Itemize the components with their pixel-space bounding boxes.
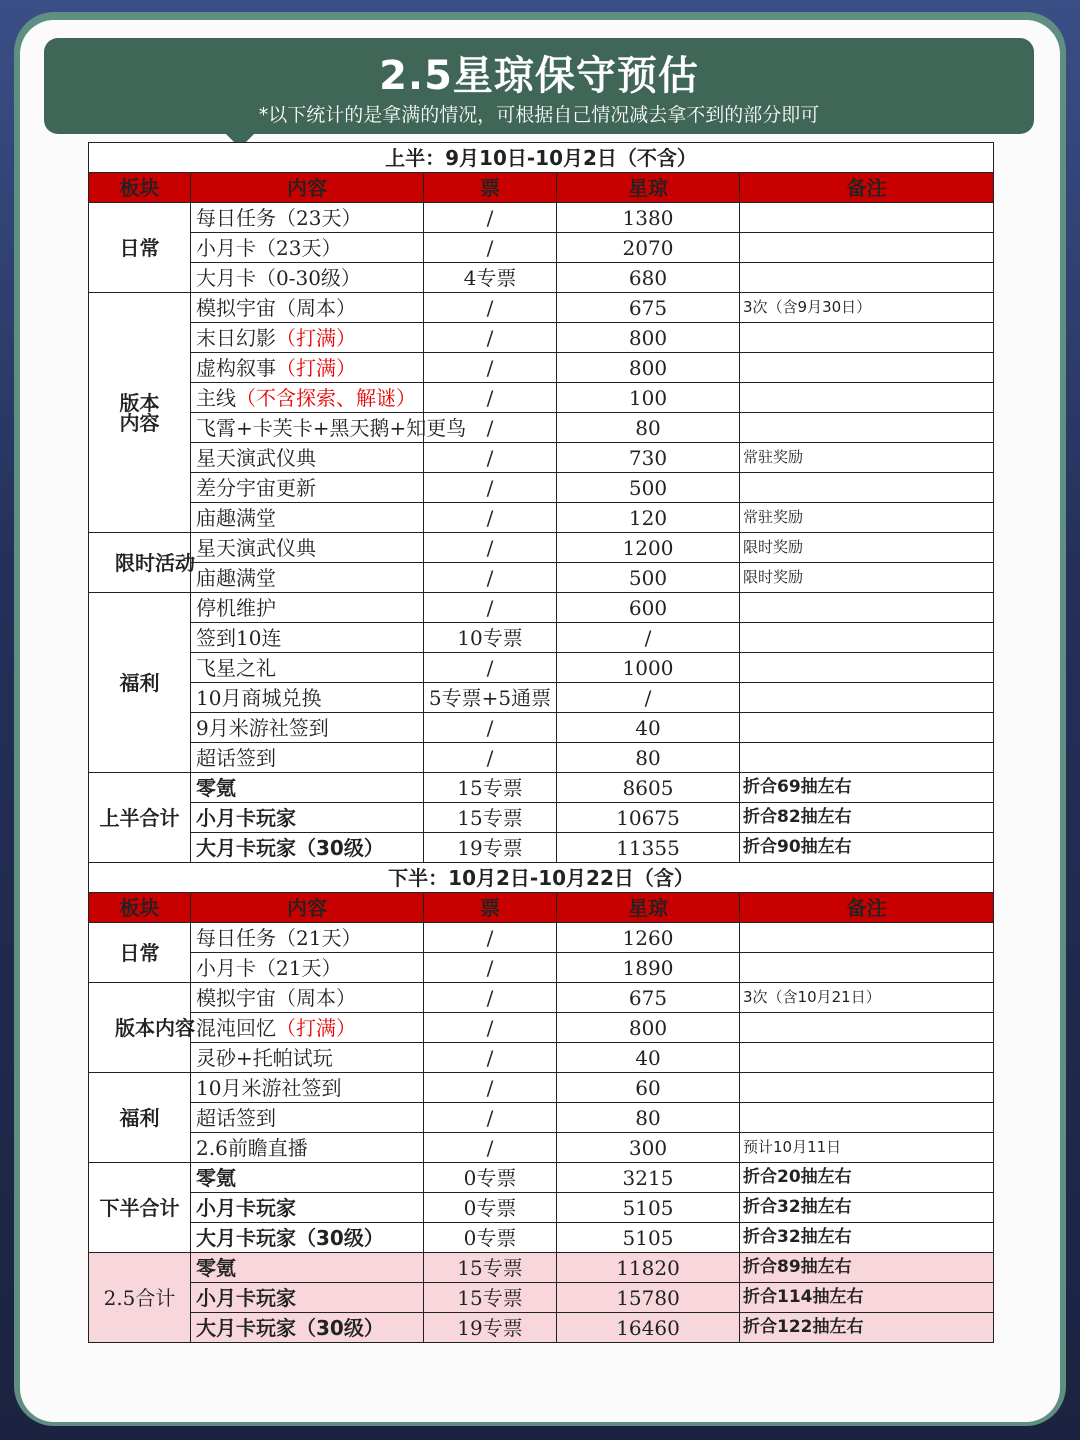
tickets-cell: /: [424, 233, 557, 263]
jade-cell: 80: [557, 743, 740, 773]
item-cell: [191, 623, 424, 653]
first-half-total-row: [89, 803, 994, 833]
jade-cell: 675: [557, 983, 740, 1013]
tickets-cell: /: [424, 983, 557, 1013]
tickets-cell: 15专票: [424, 773, 557, 803]
jade-cell: 1380: [557, 203, 740, 233]
item-text: 庙趣满堂: [196, 505, 276, 530]
note-cell: 折合32抽左右: [740, 1223, 994, 1253]
item-note-red: （不含探索、解谜）: [236, 385, 416, 410]
column-header: 板块: [89, 173, 191, 203]
item-cell: [191, 1193, 424, 1223]
daily-label: 日常: [89, 923, 191, 983]
item-text: 星天演武仪典: [196, 535, 316, 560]
note-cell: [740, 1043, 994, 1073]
item-cell: [191, 713, 424, 743]
item-text: 混沌回忆: [196, 1015, 276, 1040]
note-cell: [740, 743, 994, 773]
grand-total-row: [89, 1283, 994, 1313]
item-text: 大月卡玩家（30级）: [196, 1225, 384, 1250]
first-half-title-row: [89, 143, 994, 173]
item-cell: [191, 1103, 424, 1133]
first-half-total-label: 上半合计: [89, 773, 191, 863]
tickets-cell: /: [424, 653, 557, 683]
item-cell: [191, 773, 424, 803]
item-cell: [191, 683, 424, 713]
item-text: 飞霄+卡芙卡+黑天鹅+知更鸟: [196, 415, 467, 440]
jade-cell: 500: [557, 473, 740, 503]
tickets-cell: /: [424, 413, 557, 443]
jade-cell: 80: [557, 413, 740, 443]
item-text: 小月卡（23天）: [196, 235, 342, 260]
daily-label: 日常: [89, 203, 191, 293]
tickets-cell: 15专票: [424, 803, 557, 833]
first-half-title: 上半：9月10日-10月2日（不含）: [89, 143, 994, 173]
item-text: 虚构叙事: [196, 355, 276, 380]
jade-cell: 10675: [557, 803, 740, 833]
first-half-total-row: [89, 773, 994, 803]
jade-cell: 800: [557, 353, 740, 383]
item-text: 飞星之礼: [196, 655, 276, 680]
item-text: 末日幻影: [196, 325, 276, 350]
item-text: 超话签到: [196, 1105, 276, 1130]
item-text: 每日任务（23天）: [196, 205, 362, 230]
tickets-cell: /: [424, 383, 557, 413]
note-cell: 折合82抽左右: [740, 803, 994, 833]
note-cell: 3次（含10月21日）: [740, 983, 994, 1013]
item-text: 大月卡玩家（30级）: [196, 835, 384, 860]
item-cell: [191, 953, 424, 983]
note-cell: [740, 383, 994, 413]
tickets-cell: /: [424, 353, 557, 383]
tickets-cell: /: [424, 1013, 557, 1043]
note-cell: 限时奖励: [740, 563, 994, 593]
tickets-cell: /: [424, 953, 557, 983]
note-cell: [740, 473, 994, 503]
limited-event-label: 限时活动: [89, 533, 191, 593]
note-cell: 折合114抽左右: [740, 1283, 994, 1313]
item-text: 10月商城兑换: [196, 685, 322, 710]
daily-row: [89, 263, 994, 293]
item-cell: [191, 1223, 424, 1253]
second-half-header: [89, 893, 994, 923]
welfare-row: [89, 1103, 994, 1133]
version-content-row: [89, 983, 994, 1013]
item-text: 星天演武仪典: [196, 445, 316, 470]
second-half-title: 下半：10月2日-10月22日（含）: [89, 863, 994, 893]
column-header: 星琼: [557, 893, 740, 923]
jade-cell: 120: [557, 503, 740, 533]
note-cell: 常驻奖励: [740, 443, 994, 473]
item-cell: [191, 1313, 424, 1343]
jade-cell: 1890: [557, 953, 740, 983]
item-cell: [191, 593, 424, 623]
welfare-row: [89, 593, 994, 623]
item-cell: [191, 983, 424, 1013]
second-half-total-label: 下半合计: [89, 1163, 191, 1253]
item-cell: [191, 443, 424, 473]
note-cell: [740, 1013, 994, 1043]
tickets-cell: 15专票: [424, 1283, 557, 1313]
tickets-cell: 0专票: [424, 1163, 557, 1193]
welfare-row: [89, 743, 994, 773]
item-text: 模拟宇宙（周本）: [196, 295, 356, 320]
note-cell: 折合32抽左右: [740, 1193, 994, 1223]
tickets-cell: /: [424, 713, 557, 743]
note-cell: 常驻奖励: [740, 503, 994, 533]
item-cell: [191, 653, 424, 683]
item-cell: [191, 323, 424, 353]
item-text: 小月卡玩家: [196, 805, 296, 830]
item-cell: [191, 563, 424, 593]
item-cell: [191, 233, 424, 263]
item-text: 2.6前瞻直播: [196, 1135, 308, 1160]
tickets-cell: /: [424, 443, 557, 473]
tickets-cell: /: [424, 923, 557, 953]
tickets-cell: /: [424, 203, 557, 233]
grand-total-row: [89, 1253, 994, 1283]
item-cell: [191, 833, 424, 863]
item-note-red: （打满）: [276, 355, 356, 380]
jade-cell: 40: [557, 713, 740, 743]
item-note-red: （打满）: [276, 1015, 356, 1040]
note-cell: [740, 203, 994, 233]
note-cell: [740, 623, 994, 653]
jade-cell: 800: [557, 1013, 740, 1043]
jade-cell: 1260: [557, 923, 740, 953]
item-text: 差分宇宙更新: [196, 475, 316, 500]
version-content-row: [89, 353, 994, 383]
item-text: 停机维护: [196, 595, 276, 620]
version-content-row: [89, 443, 994, 473]
item-text: 主线: [196, 385, 236, 410]
tickets-cell: /: [424, 473, 557, 503]
tickets-cell: /: [424, 323, 557, 353]
column-header: 星琼: [557, 173, 740, 203]
jade-cell: /: [557, 683, 740, 713]
jade-cell: 2070: [557, 233, 740, 263]
welfare-row: [89, 1133, 994, 1163]
note-cell: [740, 233, 994, 263]
welfare-row: [89, 713, 994, 743]
version-content-label: 版本内容: [89, 293, 191, 533]
second-half-total-row: [89, 1163, 994, 1193]
note-cell: [740, 713, 994, 743]
tickets-cell: 15专票: [424, 1253, 557, 1283]
grand-total-label: 2.5合计: [89, 1253, 191, 1343]
daily-row: [89, 233, 994, 263]
version-content-row: [89, 1013, 994, 1043]
tickets-cell: 19专票: [424, 1313, 557, 1343]
daily-row: [89, 923, 994, 953]
jade-cell: 60: [557, 1073, 740, 1103]
item-cell: [191, 1133, 424, 1163]
item-text: 大月卡玩家（30级）: [196, 1315, 384, 1340]
version-content-row: [89, 323, 994, 353]
second-half-total-row: [89, 1223, 994, 1253]
version-content-label: 版本内容: [89, 983, 191, 1073]
limited-event-row: [89, 563, 994, 593]
item-text: 小月卡玩家: [196, 1195, 296, 1220]
note-cell: [740, 263, 994, 293]
tickets-cell: 5专票+5通票: [424, 683, 557, 713]
tickets-cell: 19专票: [424, 833, 557, 863]
version-content-row: [89, 503, 994, 533]
version-content-row: [89, 383, 994, 413]
jade-cell: 600: [557, 593, 740, 623]
first-half-header: [89, 173, 994, 203]
jade-cell: 680: [557, 263, 740, 293]
item-cell: [191, 743, 424, 773]
item-text: 每日任务（21天）: [196, 925, 362, 950]
jade-cell: 675: [557, 293, 740, 323]
tickets-cell: /: [424, 1133, 557, 1163]
note-cell: [740, 653, 994, 683]
item-text: 超话签到: [196, 745, 276, 770]
welfare-row: [89, 1073, 994, 1103]
tickets-cell: 4专票: [424, 263, 557, 293]
item-note-red: （打满）: [276, 325, 356, 350]
version-content-row: [89, 1043, 994, 1073]
item-text: 零氪: [196, 1165, 236, 1190]
note-cell: [740, 1073, 994, 1103]
tickets-cell: /: [424, 1073, 557, 1103]
jade-cell: 5105: [557, 1223, 740, 1253]
tickets-cell: /: [424, 293, 557, 323]
tickets-cell: /: [424, 563, 557, 593]
jade-cell: 800: [557, 323, 740, 353]
item-cell: [191, 923, 424, 953]
item-text: 小月卡（21天）: [196, 955, 342, 980]
tickets-cell: /: [424, 533, 557, 563]
column-header: 备注: [740, 893, 994, 923]
tickets-cell: /: [424, 743, 557, 773]
version-content-row: [89, 473, 994, 503]
first-half-total-row: [89, 833, 994, 863]
item-text: 小月卡玩家: [196, 1285, 296, 1310]
grand-total-row: [89, 1313, 994, 1343]
tickets-cell: 10专票: [424, 623, 557, 653]
jade-cell: 1000: [557, 653, 740, 683]
column-header: 备注: [740, 173, 994, 203]
column-header: 票: [424, 173, 557, 203]
jade-estimate-table: [88, 142, 994, 1343]
item-text: 灵砂+托帕试玩: [196, 1045, 333, 1070]
welfare-row: [89, 683, 994, 713]
title-banner: [44, 38, 1034, 134]
column-header: 票: [424, 893, 557, 923]
note-cell: [740, 413, 994, 443]
item-cell: [191, 413, 467, 443]
note-cell: 折合69抽左右: [740, 773, 994, 803]
jade-cell: 730: [557, 443, 740, 473]
welfare-row: [89, 623, 994, 653]
column-header: 板块: [89, 893, 191, 923]
note-cell: 限时奖励: [740, 533, 994, 563]
note-cell: 折合90抽左右: [740, 833, 994, 863]
item-cell: [191, 383, 424, 413]
jade-cell: /: [557, 623, 740, 653]
daily-row: [89, 953, 994, 983]
limited-event-row: [89, 533, 994, 563]
item-cell: [191, 803, 424, 833]
jade-cell: 500: [557, 563, 740, 593]
tickets-cell: 0专票: [424, 1223, 557, 1253]
item-cell: [191, 473, 424, 503]
version-content-row: [89, 293, 994, 323]
item-cell: [191, 1073, 424, 1103]
jade-cell: 5105: [557, 1193, 740, 1223]
second-half-total-row: [89, 1193, 994, 1223]
item-cell: [191, 533, 424, 563]
version-content-row: [89, 413, 994, 443]
jade-cell: 11820: [557, 1253, 740, 1283]
tickets-cell: /: [424, 593, 557, 623]
note-cell: [740, 323, 994, 353]
item-text: 10月米游社签到: [196, 1075, 342, 1100]
second-half-title-row: [89, 863, 994, 893]
note-cell: [740, 923, 994, 953]
item-text: 零氪: [196, 1255, 236, 1280]
jade-cell: 16460: [557, 1313, 740, 1343]
note-cell: 折合20抽左右: [740, 1163, 994, 1193]
page-title: 2.5星琼保守预估: [379, 53, 699, 99]
column-header: 内容: [191, 893, 424, 923]
item-text: 签到10连: [196, 625, 282, 650]
jade-cell: 1200: [557, 533, 740, 563]
daily-row: [89, 203, 994, 233]
note-cell: 折合89抽左右: [740, 1253, 994, 1283]
jade-cell: 80: [557, 1103, 740, 1133]
item-cell: [191, 263, 424, 293]
item-cell: [191, 1283, 424, 1313]
welfare-label: 福利: [89, 1073, 191, 1163]
tickets-cell: /: [424, 1103, 557, 1133]
item-cell: [191, 353, 424, 383]
welfare-label: 福利: [89, 593, 191, 773]
jade-cell: 3215: [557, 1163, 740, 1193]
column-header: 内容: [191, 173, 424, 203]
page-subtitle: *以下统计的是拿满的情况，可根据自己情况减去拿不到的部分即可: [258, 104, 820, 126]
item-text: 9月米游社签到: [196, 715, 329, 740]
item-text: 大月卡（0-30级）: [196, 265, 361, 290]
note-cell: 预计10月11日: [740, 1133, 994, 1163]
jade-cell: 100: [557, 383, 740, 413]
item-cell: [191, 203, 424, 233]
item-cell: [191, 1043, 424, 1073]
welfare-row: [89, 653, 994, 683]
jade-cell: 300: [557, 1133, 740, 1163]
item-cell: [191, 1013, 424, 1043]
note-cell: 折合122抽左右: [740, 1313, 994, 1343]
item-cell: [191, 1163, 424, 1193]
note-cell: [740, 1103, 994, 1133]
jade-cell: 40: [557, 1043, 740, 1073]
note-cell: [740, 353, 994, 383]
item-text: 庙趣满堂: [196, 565, 276, 590]
note-cell: [740, 953, 994, 983]
jade-cell: 15780: [557, 1283, 740, 1313]
item-cell: [191, 1253, 424, 1283]
note-cell: [740, 593, 994, 623]
jade-cell: 8605: [557, 773, 740, 803]
item-text: 模拟宇宙（周本）: [196, 985, 356, 1010]
item-text: 零氪: [196, 775, 236, 800]
tickets-cell: 0专票: [424, 1193, 557, 1223]
note-cell: 3次（含9月30日）: [740, 293, 994, 323]
note-cell: [740, 683, 994, 713]
item-cell: [191, 293, 424, 323]
tickets-cell: /: [424, 1043, 557, 1073]
tickets-cell: /: [424, 503, 557, 533]
item-cell: [191, 503, 424, 533]
jade-cell: 11355: [557, 833, 740, 863]
